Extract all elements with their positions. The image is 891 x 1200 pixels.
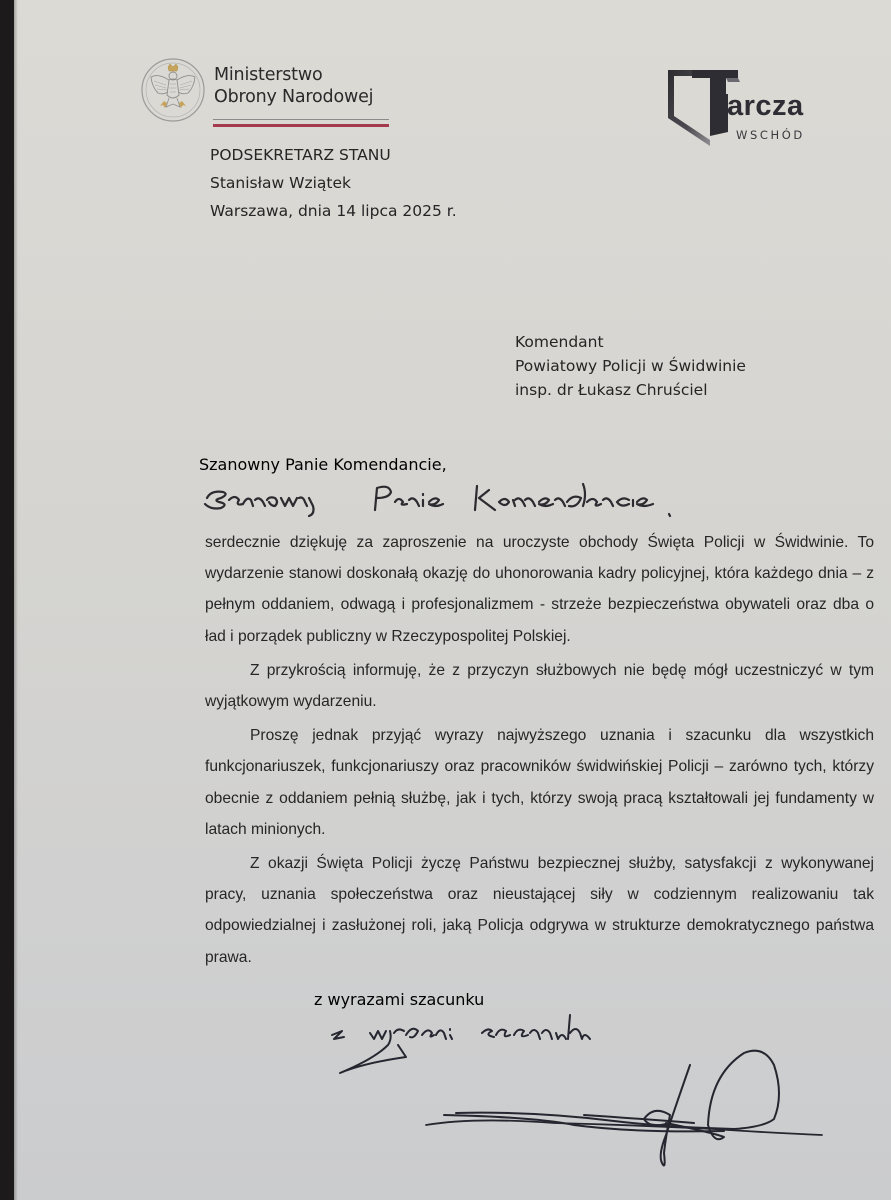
header-divider-red — [213, 124, 389, 127]
sender-title: PODSEKRETARZ STANU — [210, 146, 391, 164]
sender-name: Stanisław Wziątek — [210, 174, 351, 192]
page-edge-shadow — [14, 0, 18, 1200]
logo-subtitle: WSCHÓD — [736, 128, 805, 142]
ministry-name — [214, 64, 373, 108]
header-divider-gray — [213, 119, 389, 120]
handwritten-closing-and-signature — [314, 990, 874, 1190]
sender-block — [210, 141, 457, 225]
recipient-line3: insp. dr Łukasz Chruściel — [515, 381, 708, 399]
body-paragraph-2: Z przykrością informuję, że z przyczyn służbowych nie będę mógł uczestniczyć w tym wyjątkowym wydarzeniu. — [205, 661, 874, 711]
closing-text: z wyrazami szacunku — [314, 990, 485, 1009]
recipient-block — [515, 330, 746, 402]
logo-wordmark: arcza — [727, 90, 804, 122]
body-paragraph-1: serdecznie dziękuję za zaproszenie na uroczyste obchody Święta Policji w Świdwinie. To wydarzenie stanowi doskonałą okazję do uhonorowania kadry policyjnej, która każdego dnia – z pełnym oddaniem, odwagą i profesjonalizmem - strzeże bezpieczeństwa obywateli oraz dba o ład i porządek publiczny w Rzeczypospolitej Polskiej. — [205, 534, 874, 645]
polish-eagle-emblem-icon — [138, 55, 208, 125]
ministry-name-line1: Ministerstwo — [214, 65, 323, 85]
place-date: Warszawa, dnia 14 lipca 2025 r. — [210, 202, 457, 220]
ministry-name-line2: Obrony Narodowej — [214, 87, 374, 107]
handwritten-greeting — [199, 455, 779, 530]
recipient-line1: Komendant — [515, 333, 604, 351]
letter-body — [205, 527, 874, 973]
body-paragraph-4: Z okazji Święta Policji życzę Państwu bezpiecznej służby, satysfakcji z wykonywanej pracy, uznania społeczeństwa oraz nieustającej siły w codziennym realizowaniu tak odpowiedzialnej i zasłużonej roli, jaką Policja odgrywa w strukturze demokratycznego państwa prawa. — [205, 855, 874, 966]
body-paragraph-3: Proszę jednak przyjąć wyrazy najwyższego uznania i szacunku dla wszystkich funkcjonariuszek, funkcjonariuszy oraz pracowników świdwińskiej Policji – zarówno tych, którzy obecnie z oddaniem pełnią służbę, jak i tych, którzy swoją pracą kształtowali jej fundamenty w latach minionych. — [205, 727, 874, 838]
letter-page — [14, 0, 891, 1200]
greeting-text: Szanowny Panie Komendancie, — [199, 455, 447, 474]
recipient-line2: Powiatowy Policji w Świdwinie — [515, 357, 746, 375]
